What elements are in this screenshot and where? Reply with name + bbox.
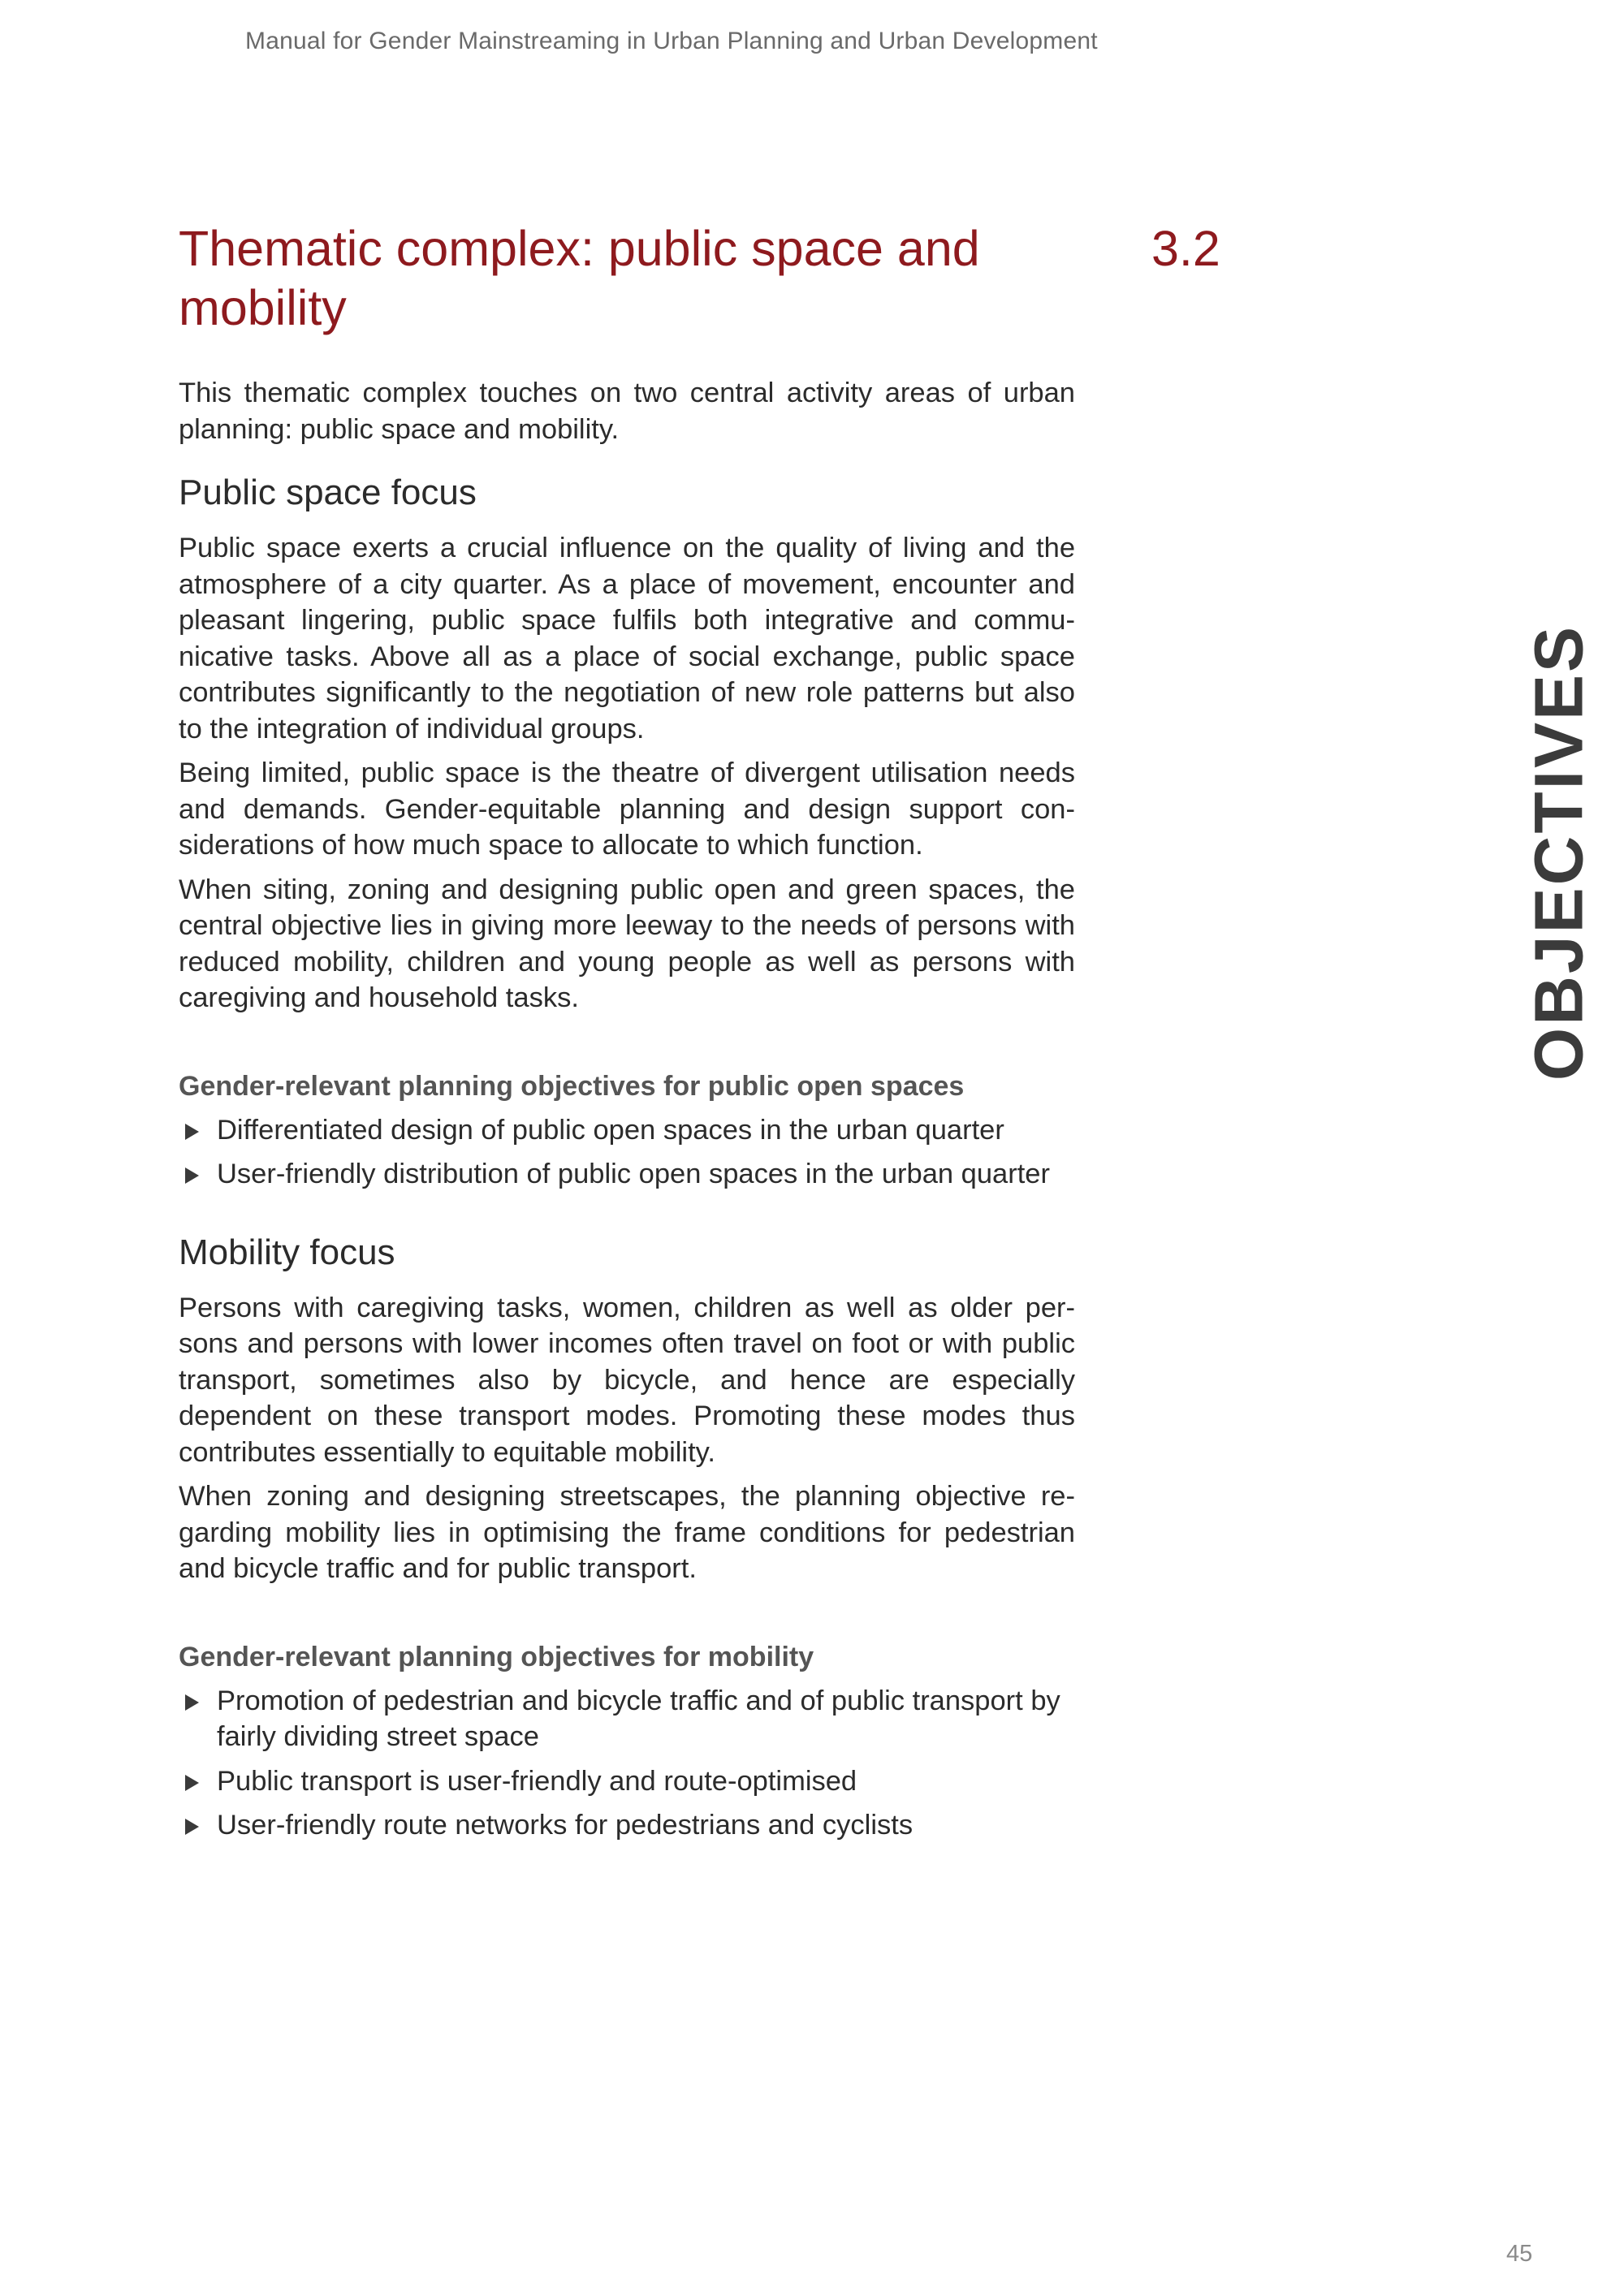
list-item bbox=[179, 1112, 1075, 1149]
list-item bbox=[179, 1156, 1075, 1193]
mobility-paragraph-1: Persons with caregiving tasks, women, children as well as older persons and persons with lower incomes often travel on foot or with public transport, sometimes also by bicycle, and hence are especially dependent on these transport modes. Promoting these modes thus contributes essentially to equitable mobility. bbox=[179, 1292, 1075, 1468]
mobility-objectives-heading: Gender-relevant planning objectives for mobility bbox=[179, 1641, 814, 1672]
list-item-text: User-friendly distribution of public open spaces in the urban quarter bbox=[217, 1159, 1050, 1189]
public-space-paragraph-2: Being limited, public space is the theatre of divergent utilisation needs and demands. Gender-equitable planning and design support considerations of how much space to allocate to which function. bbox=[179, 757, 1075, 861]
page-number: 45 bbox=[1506, 2241, 1533, 2267]
list-item-text: User-friendly route networks for pedestrians and cyclists bbox=[217, 1810, 914, 1841]
public-space-objectives-list bbox=[179, 1112, 1075, 1193]
running-header: Manual for Gender Mainstreaming in Urban Planning and Urban Development bbox=[245, 28, 1098, 54]
main-content bbox=[179, 219, 1075, 1852]
mobility-paragraph-2: When zoning and designing streetscapes, the planning objective regarding mobility lies in optimising the frame conditions for pedestrian and bicycle traffic and for public transport. bbox=[179, 1481, 1075, 1584]
list-item bbox=[179, 1683, 1075, 1755]
triangle-right-icon bbox=[185, 1124, 199, 1140]
mobility-objectives-list bbox=[179, 1683, 1075, 1844]
public-space-paragraph-1: Public space exerts a crucial influence on the quality of living and the atmosphere of a city quarter. As a place of movement, encounter and pleasant lingering, public space fulfils both integrative and communicative tasks. Above all as a place of social exchange, public space contributes significantly to the negotiation of new role patterns but also to the integration of individual groups. bbox=[179, 533, 1075, 744]
mobility-heading: Mobility focus bbox=[179, 1232, 395, 1272]
list-item-text: Differentiated design of public open spaces in the urban quarter bbox=[217, 1114, 1004, 1146]
triangle-right-icon bbox=[185, 1167, 199, 1184]
section-number: 3.2 bbox=[1151, 221, 1220, 276]
intro-paragraph: This thematic complex touches on two central activity areas of urban planning: public space and mobility. bbox=[179, 378, 1075, 445]
public-space-objectives-heading: Gender-relevant planning objectives for public open spaces bbox=[179, 1070, 965, 1102]
public-space-heading: Public space focus bbox=[179, 473, 477, 512]
list-item bbox=[179, 1763, 1075, 1800]
public-space-paragraph-3: When siting, zoning and designing public open and green spaces, the central objective lies in giving more leeway to the needs of persons with reduced mobility, children and young people as well as persons with caregiving and household tasks. bbox=[179, 874, 1075, 1013]
triangle-right-icon bbox=[185, 1694, 199, 1711]
triangle-right-icon bbox=[185, 1775, 199, 1791]
objectives-side-tab: OBJECTIVES bbox=[1520, 624, 1597, 1081]
list-item bbox=[179, 1807, 1075, 1844]
triangle-right-icon bbox=[185, 1819, 199, 1835]
list-item-text: Public transport is user-friendly and route-optimised bbox=[217, 1765, 857, 1797]
page-title: Thematic complex: public space and mobility bbox=[179, 221, 980, 335]
list-item-text: Promotion of pedestrian and bicycle traffic and of public transport by fairly dividing street space bbox=[217, 1685, 1060, 1752]
